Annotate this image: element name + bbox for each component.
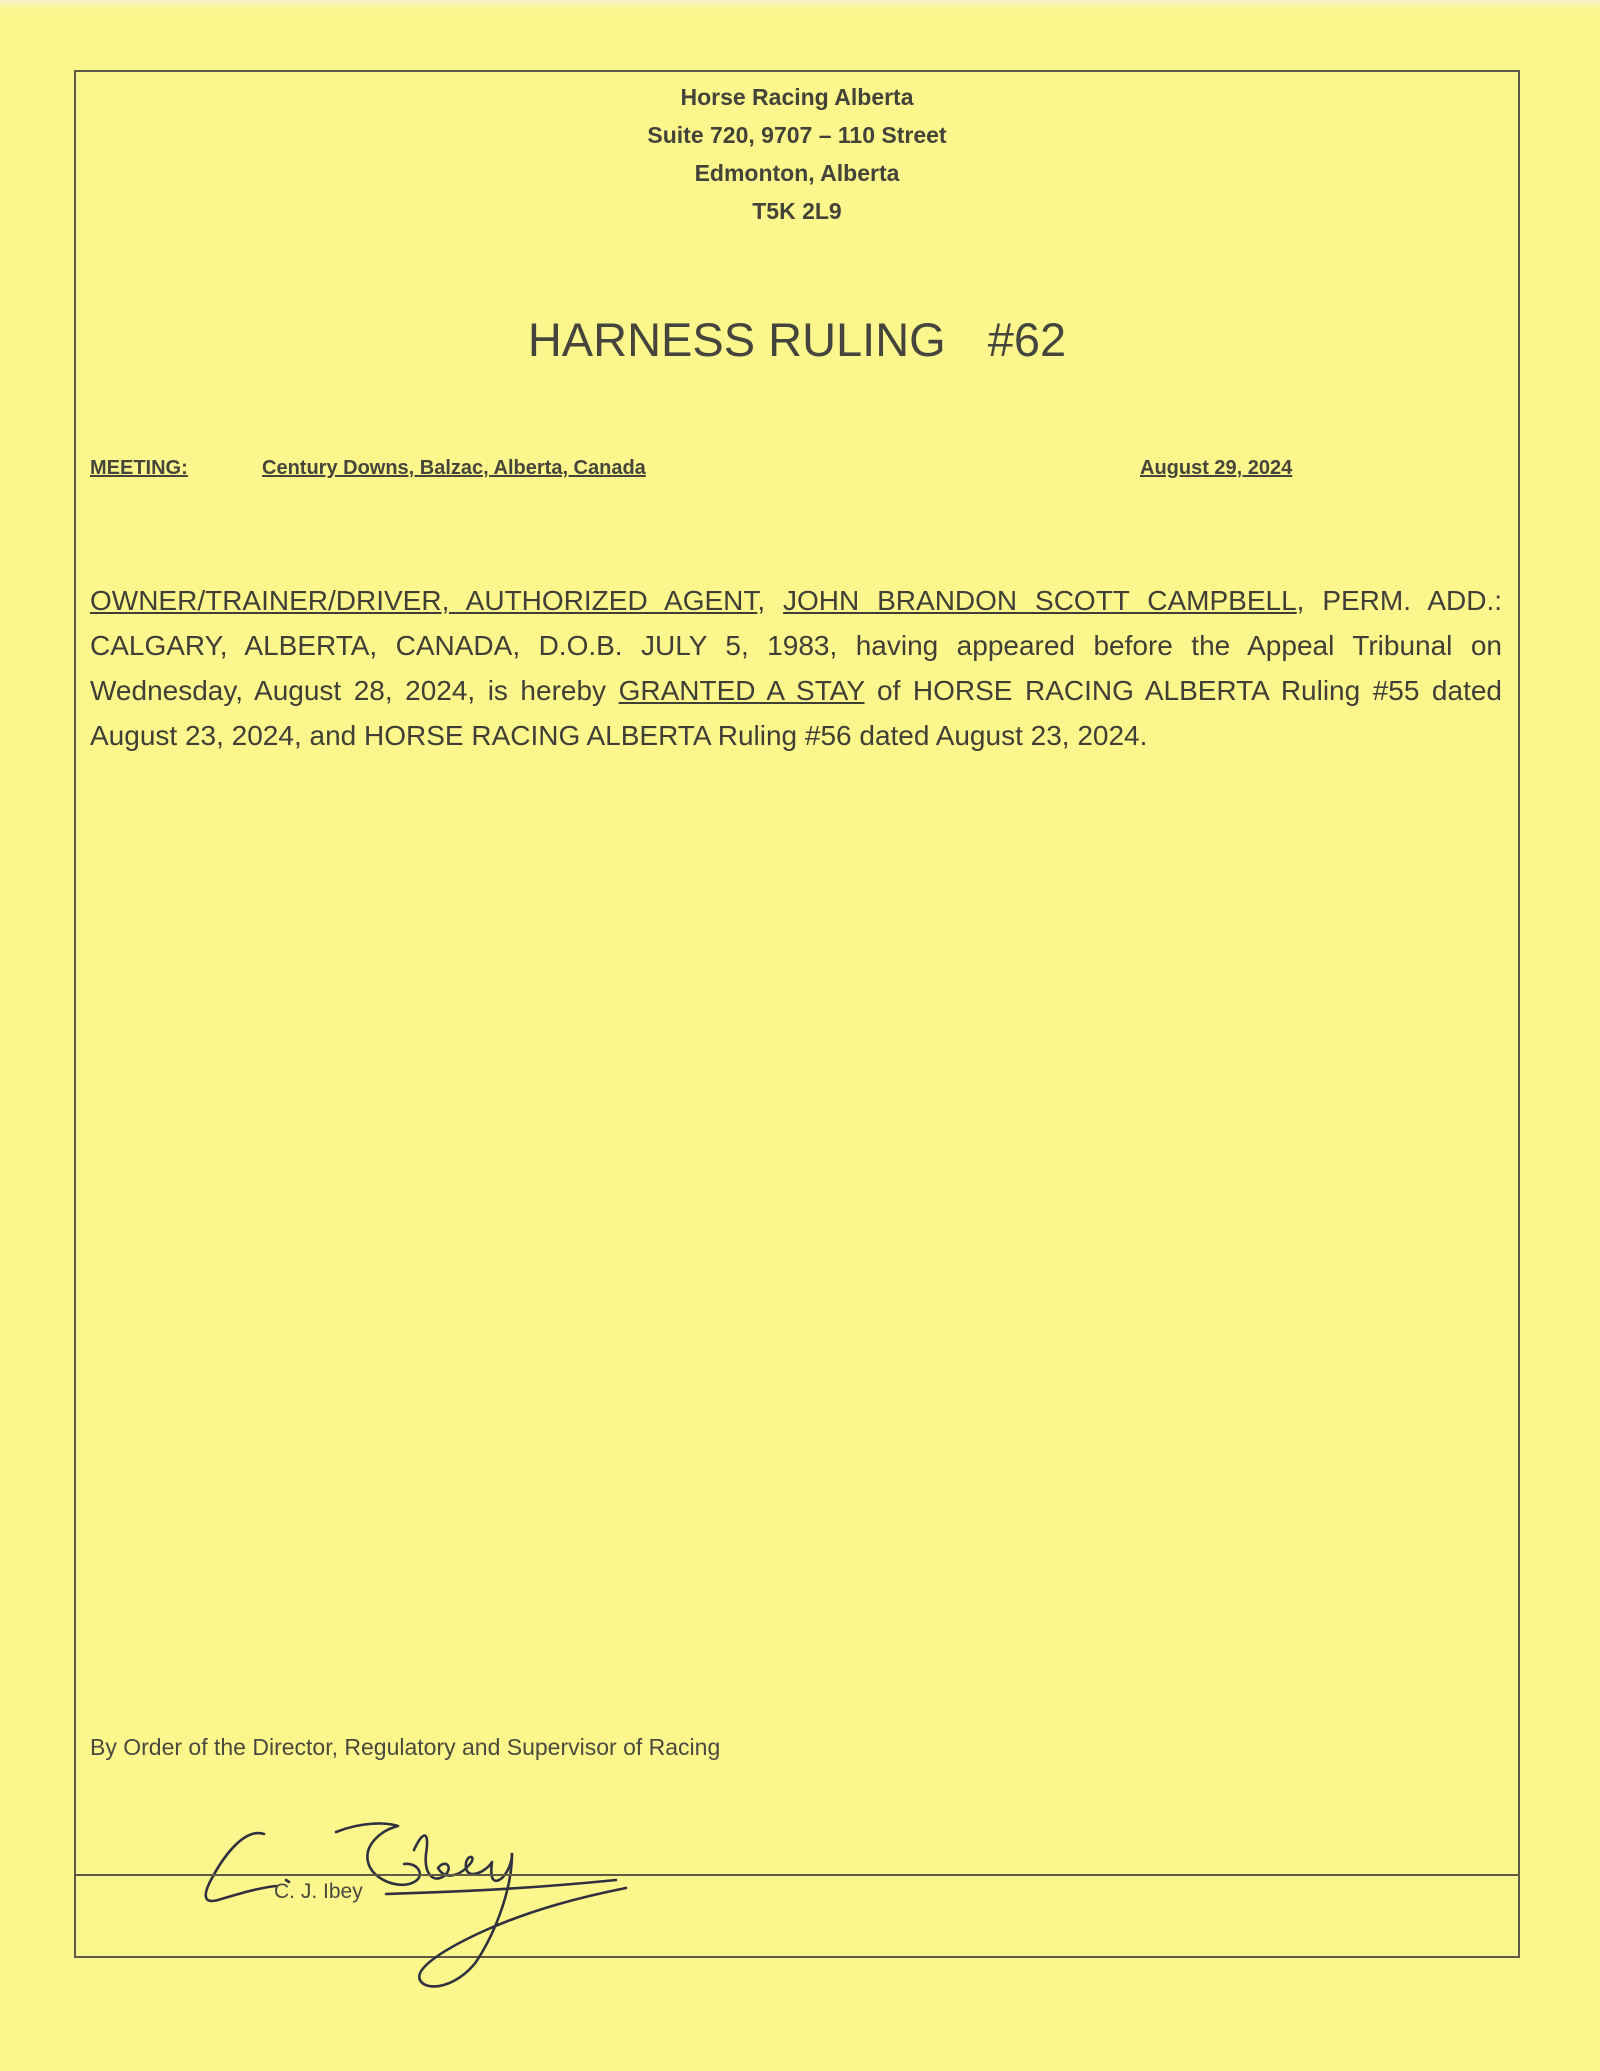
signer-name: C. J. Ibey — [274, 1880, 363, 1903]
handwritten-signature — [186, 1792, 706, 2022]
meeting-date: August 29, 2024 — [1140, 457, 1293, 479]
meeting-label: MEETING: — [90, 457, 188, 479]
address-line-2: Edmonton, Alberta — [694, 160, 900, 186]
ruling-number: #62 — [987, 313, 1067, 366]
ruling-document-frame — [74, 70, 1520, 1958]
ruling-title — [76, 312, 1518, 367]
address-line-1: Suite 720, 9707 – 110 Street — [647, 122, 947, 148]
order-line: By Order of the Director, Regulatory and Supervisor of Racing — [90, 1734, 721, 1760]
organization-name: Horse Racing Alberta — [680, 84, 914, 110]
scan-edge — [0, 0, 1600, 10]
letterhead-address — [76, 78, 1518, 230]
ruling-text-after: of HORSE RACING ALBERTA Ruling #55 dated August 23, 2024, and HORSE RACING ALBERTA Ruling #56 dated August 23, 2024. — [90, 675, 1502, 751]
ruling-title-label: HARNESS RULING — [527, 313, 946, 366]
postal-code: T5K 2L9 — [752, 198, 842, 224]
ruling-text-before: , PERM. ADD.: CALGARY, ALBERTA, CANADA, D.O.B. JULY 5, 1983, having appeared before the Appeal Tribunal on Wednesday, August 28, 2024, is hereby — [90, 585, 1503, 706]
separator-text: , — [757, 585, 784, 616]
capacity-text: OWNER/TRAINER/DRIVER, AUTHORIZED AGENT — [90, 585, 758, 616]
signature-line — [76, 1874, 1518, 1876]
ruling-body — [90, 578, 1502, 758]
meeting-row — [90, 457, 1390, 487]
ruling-decision: GRANTED A STAY — [618, 675, 865, 706]
person-name: JOHN BRANDON SCOTT CAMPBELL — [783, 585, 1297, 616]
meeting-place: Century Downs, Balzac, Alberta, Canada — [262, 457, 646, 479]
